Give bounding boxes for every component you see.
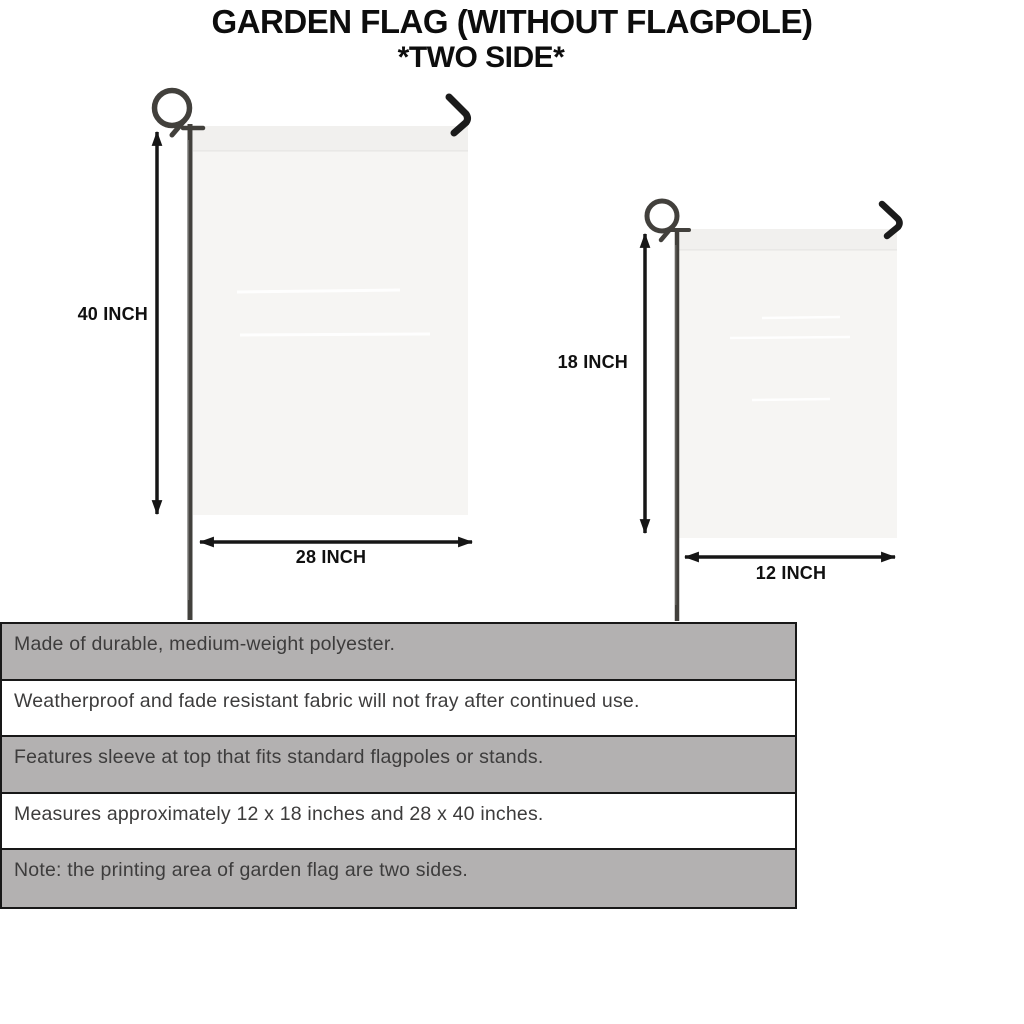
large-flag-width-label: 28 INCH [295, 547, 367, 567]
feature-row-weatherproof: Weatherproof and fade resistant fabric will not fray after continued use. [2, 681, 795, 738]
feature-row-measures: Measures approximately 12 x 18 inches and 28 x 40 inches. [2, 794, 795, 851]
large-flag-sleeve [193, 126, 468, 151]
page-subtitle: *TWO SIDE* [397, 40, 565, 74]
feature-row-material: Made of durable, medium-weight polyester. [2, 624, 795, 681]
small-flag-body [678, 229, 897, 538]
feature-row-sleeve: Features sleeve at top that fits standard flagpoles or stands. [2, 737, 795, 794]
page-title: GARDEN FLAG (WITHOUT FLAGPOLE) [211, 3, 813, 40]
large-flag-assembly [155, 91, 473, 621]
feature-row-note: Note: the printing area of garden flag are two sides. [2, 850, 795, 907]
large-flag-body [193, 126, 468, 515]
feature-list [0, 622, 797, 909]
small-flag-width-label: 12 INCH [755, 563, 827, 583]
large-flag-height-label: 40 INCH [77, 304, 148, 324]
small-flag-sleeve [678, 229, 897, 250]
small-flag-height-label: 18 INCH [557, 352, 628, 372]
small-flag-assembly [645, 201, 900, 621]
